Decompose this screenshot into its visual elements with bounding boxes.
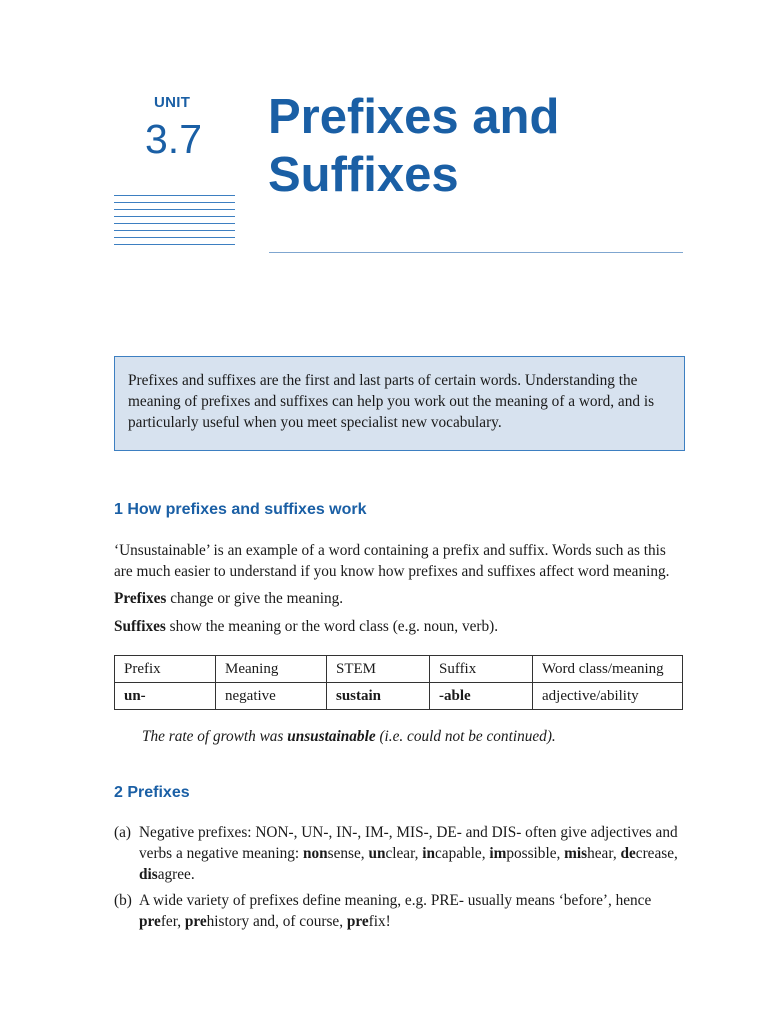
example-prefix: pre [346, 913, 369, 930]
prefixes-text: change or give the meaning. [166, 590, 344, 607]
list-item-body [139, 822, 686, 885]
example-word-rest: fer [160, 913, 178, 930]
title-line-1: Prefixes and [268, 90, 560, 144]
prefixes-definition [114, 588, 686, 609]
unit-number: 3.7 [145, 116, 202, 162]
example-prefix: mis [564, 845, 588, 862]
example-prefix: pre [139, 913, 161, 930]
separator: , [674, 845, 678, 862]
word-structure-table [114, 655, 683, 710]
table-cell: un- [115, 683, 216, 710]
list-marker: (b) [114, 892, 132, 909]
example-word-rest: possible [506, 845, 557, 862]
separator: , [177, 913, 185, 930]
item-a-intro: Negative prefixes: NON-, UN-, IN-, IM-, MIS-, DE- and DIS- often give adjectives and verbs a negative meaning: [139, 824, 678, 862]
example-prefix: dis [139, 866, 158, 883]
table-header-row [115, 656, 683, 683]
section-2-heading: 2 Prefixes [114, 784, 190, 801]
separator: , [612, 845, 621, 862]
example-prefix: de [620, 845, 636, 862]
table-cell: -able [430, 683, 533, 710]
title-line-2: Suffixes [268, 148, 459, 202]
example-sentence [142, 728, 556, 746]
table-header-cell: Suffix [430, 656, 533, 683]
table-header-cell: STEM [327, 656, 430, 683]
table-header-cell: Word class/meaning [533, 656, 683, 683]
example-word-rest: capable [434, 845, 482, 862]
list-item-a [114, 822, 686, 885]
example-word-rest: sense [327, 845, 361, 862]
decorative-rules [114, 195, 235, 251]
example-prefix: im [489, 845, 507, 862]
item-b-text: A wide variety of prefixes define meaning, e.g. PRE- usually means ‘before’, hence [139, 892, 652, 909]
example-word-rest: fix [368, 913, 386, 930]
suffixes-definition [114, 616, 686, 637]
example-word-rest: history [206, 913, 250, 930]
table-cell: sustain [327, 683, 430, 710]
separator: , [556, 845, 565, 862]
prefixes-term: Prefixes [114, 590, 167, 607]
example-word-rest: agree [157, 866, 191, 883]
example-prefix: non [302, 845, 328, 862]
table-header-cell: Prefix [115, 656, 216, 683]
separator: , [360, 845, 369, 862]
example-word-rest: crease [635, 845, 675, 862]
example-before: The rate of growth was [142, 728, 288, 745]
terminator: ! [385, 913, 391, 930]
example-word-rest: clear [385, 845, 415, 862]
title-divider [269, 252, 683, 253]
separator: , [414, 845, 423, 862]
example-bold-word: unsustainable [287, 728, 376, 745]
table-cell: adjective/ability [533, 683, 683, 710]
page-title [268, 88, 559, 204]
suffixes-text: show the meaning or the word class (e.g. noun, verb). [165, 618, 499, 635]
section-1-paragraph: ‘Unsustainable’ is an example of a word containing a prefix and suffix. Words such as this are much easier to understand if you know how prefixes and suffixes affect word meaning. [114, 542, 670, 580]
list-marker: (a) [114, 824, 131, 841]
example-prefix: un [368, 845, 386, 862]
example-prefix: in [422, 845, 435, 862]
example-after: (i.e. could not be continued). [375, 728, 556, 745]
item-b-mid: and, of course, [249, 913, 347, 930]
example-word-rest: hear [587, 845, 613, 862]
section-1-heading: 1 How prefixes and suffixes work [114, 501, 367, 518]
intro-box: Prefixes and suffixes are the first and last parts of certain words. Understanding the meaning of prefixes and suffixes can help you work out the meaning of a word, and is particularly useful when you meet specialist new vocabulary. [114, 356, 685, 451]
list-item-b [114, 890, 686, 932]
table-cell: negative [216, 683, 327, 710]
suffixes-term: Suffixes [114, 618, 166, 635]
table-header-cell: Meaning [216, 656, 327, 683]
example-prefix: pre [184, 913, 207, 930]
list-item-body [139, 890, 686, 932]
terminator: . [190, 866, 195, 883]
separator: , [481, 845, 490, 862]
table-row [115, 683, 683, 710]
unit-label: UNIT [154, 94, 191, 111]
